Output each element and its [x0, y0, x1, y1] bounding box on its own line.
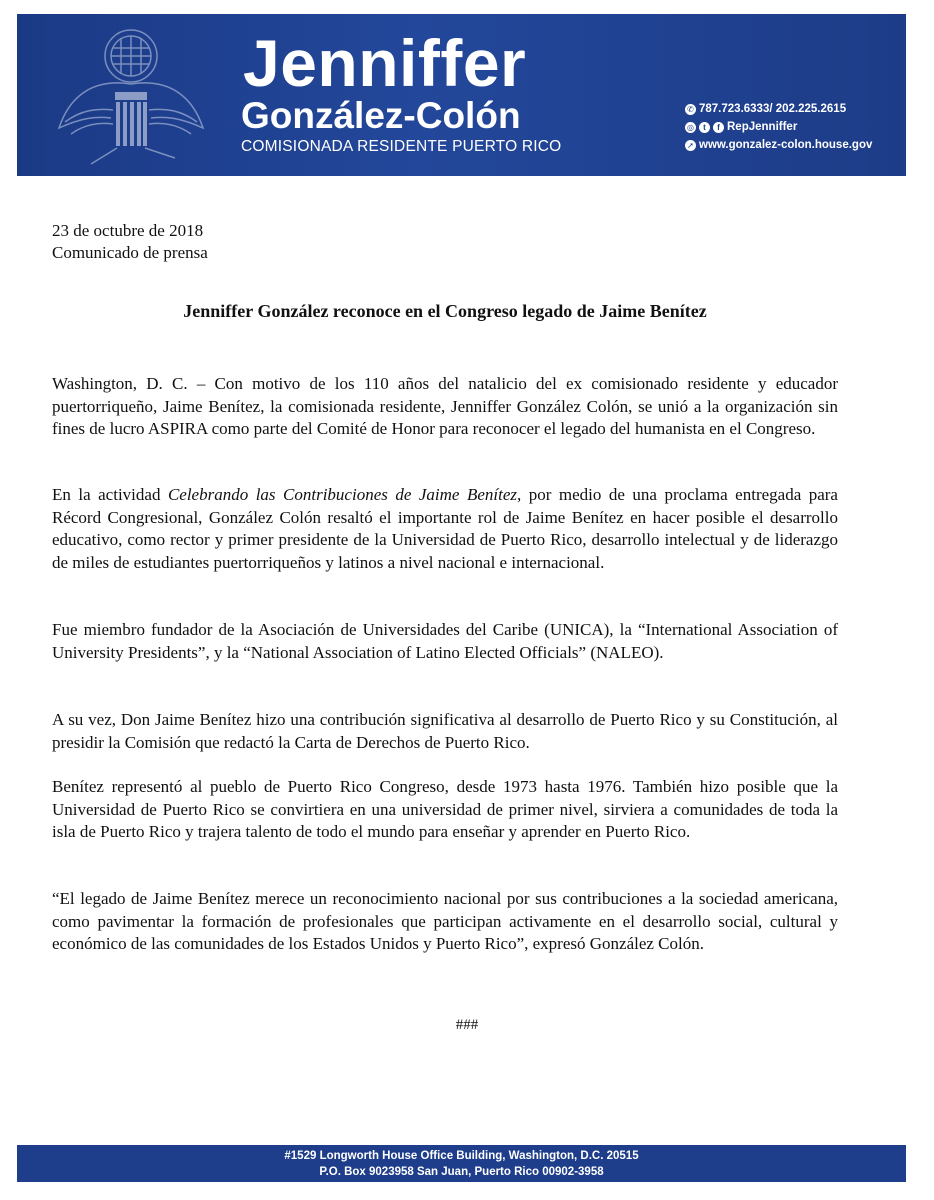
release-date: 23 de octubre de 2018 [52, 221, 204, 240]
contact-block [685, 100, 900, 154]
release-headline: Jenniffer González reconoce en el Congreso legado de Jaime Benítez [183, 301, 707, 321]
paragraph-2 [52, 484, 838, 574]
representative-first-name: Jenniffer [243, 26, 527, 100]
social-handle: RepJenniffer [727, 121, 798, 133]
representative-title: COMISIONADA RESIDENTE PUERTO RICO [241, 138, 562, 155]
letterhead-banner [17, 14, 906, 176]
web-icon: ➚ [685, 140, 696, 151]
paragraph-4: A su vez, Don Jaime Benítez hizo una contribución significativa al desarrollo de Puerto Rico y su Constitución, al presidir la Comisión que redactó la Carta de Derechos de Puerto Rico. [52, 710, 838, 752]
paragraph-5: Benítez representó al pueblo de Puerto Rico Congreso, desde 1973 hasta 1976. También hizo posible que la Universidad de Puerto Rico se convirtiera en una universidad de primer nivel, sirviera a comunidades de toda la isla de Puerto Rico y trajera talento de todo el mundo para enseñar y aprender en Puerto Rico. [52, 777, 838, 842]
paragraph-2-rest: , por medio de una proclama entregada para Récord Congresional, González Colón resaltó el importante rol de Jaime Benítez en hacer posible el desarrollo educativo, como rector y primer presidente de la Universidad de Puerto Rico, desarrollo intelectual y de liderazgo de miles de estudiantes puertorriqueños y latinos a nivel nacional e internacional. [52, 485, 838, 572]
website-text: www.gonzalez-colon.house.gov [699, 139, 873, 151]
footer-banner [17, 1145, 906, 1182]
phone-icon: ✆ [685, 104, 696, 115]
house-seal-icon [51, 18, 211, 168]
paragraph-6: “El legado de Jaime Benítez merece un reconocimiento nacional por sus contribuciones a la sociedad americana, como pavimentar la formación de profesionales que participan activamente en el desarrollo social, cultural y económico de las comunidades de los Estados Unidos y Puerto Rico”, expresó González Colón. [52, 889, 838, 954]
instagram-icon: ◎ [685, 122, 696, 133]
paragraph-1: Washington, D. C. – Con motivo de los 110 años del natalicio del ex comisionado residente y educador puertorriqueño, Jaime Benítez, la comisionada residente, Jenniffer González Colón, se unió a la organización sin fines de lucro ASPIRA como parte del Comité de Honor para reconocer el legado del humanista en el Congreso. [52, 374, 838, 439]
contact-phone [685, 100, 900, 118]
contact-website [685, 136, 900, 154]
footer-address-pr: P.O. Box 9023958 San Juan, Puerto Rico 00902-3958 [319, 1165, 604, 1178]
event-name: Celebrando las Contribuciones de Jaime Benítez [167, 485, 517, 504]
footer-address-dc: #1529 Longworth House Office Building, Washington, D.C. 20515 [284, 1149, 639, 1162]
paragraph-3: Fue miembro fundador de la Asociación de Universidades del Caribe (UNICA), la “International Association of University Presidents”, y la “National Association of Latino Elected Officials” (NALEO). [52, 620, 838, 662]
end-mark: ### [455, 1017, 479, 1033]
paragraph-2-intro: En la actividad [52, 485, 168, 504]
phone-text: 787.723.6333/ 202.225.2615 [699, 103, 847, 115]
release-type: Comunicado de prensa [52, 243, 208, 262]
twitter-icon: t [699, 122, 710, 133]
facebook-icon: f [713, 122, 724, 133]
contact-social [685, 118, 900, 136]
representative-last-name: González-Colón [241, 95, 521, 136]
